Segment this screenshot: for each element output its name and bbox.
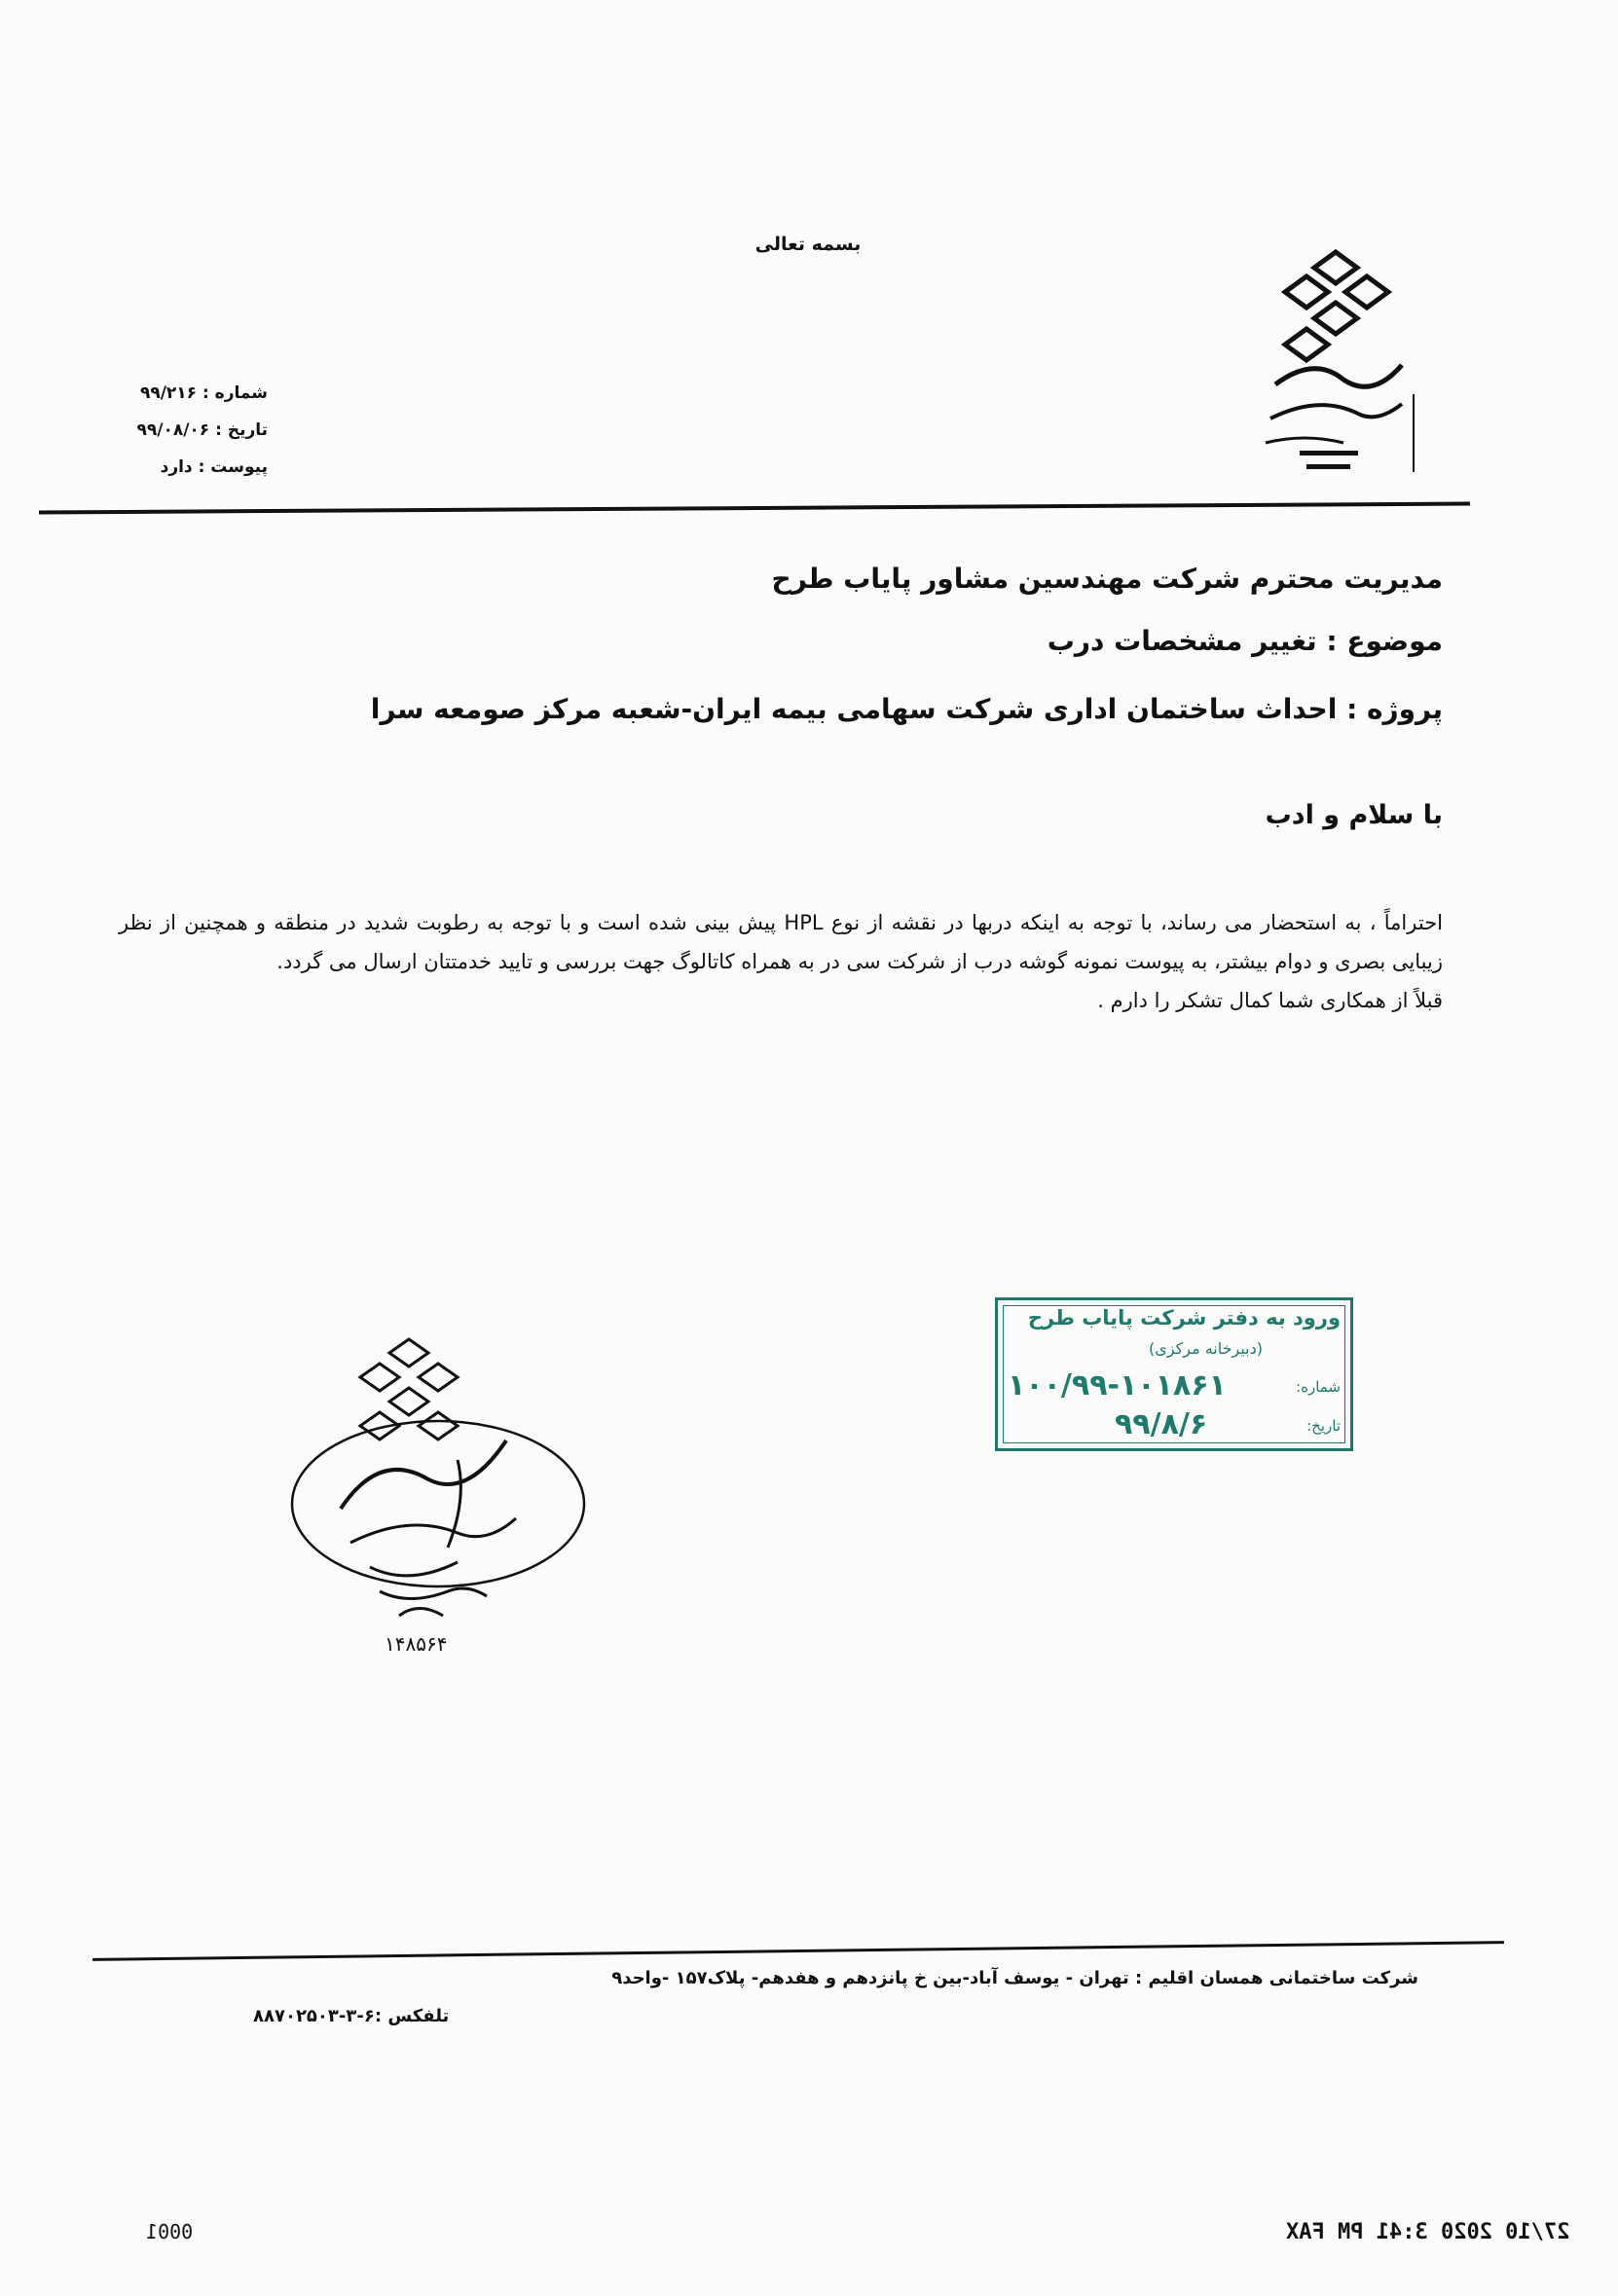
fax-header: 27/10 2020 3:41 PM FAX [1285, 2220, 1569, 2244]
project-text: احداث ساختمان اداری شرکت سهامی بیمه ایران-شعبه مرکز صومعه سرا [370, 693, 1338, 725]
letter-attachment-value: دارد [160, 457, 193, 477]
letter-attachment [112, 449, 268, 486]
fax-page-counter: 0001 [146, 2220, 194, 2243]
receipt-stamp [995, 1297, 1353, 1451]
company-logo [1256, 248, 1421, 482]
subject-line [1048, 625, 1443, 657]
body-paragraph: احتراماً ، به استحضار می رساند، با توجه به اینکه دربها در نقشه از نوع HPL پیش بینی شده است و با توجه به رطوبت شدید در منطقه و همچنین از نظر زیبایی بصری و دوام بیشتر، به پیوست نمونه گوشه درب از شرکت سی در به همراه کاتالوگ جهت بررسی و تایید خدمتتان ارسال می گردد. [119, 911, 1444, 973]
letter-date-label: تاریخ : [215, 420, 268, 440]
letter-number-label: شماره : [202, 383, 268, 403]
signature-id-number: ۱۴۸۵۶۴ [385, 1632, 448, 1656]
greeting: با سلام و ادب [1265, 800, 1443, 830]
stamp-date-value: ۹۹/۸/۶ [1115, 1407, 1208, 1441]
letter-body [119, 903, 1443, 1020]
stamp-number-label: شماره: [1296, 1378, 1341, 1396]
recipient-line: مدیریت محترم شرکت مهندسین مشاور پایاب طرح [771, 563, 1443, 595]
signature-seal [282, 1333, 613, 1674]
subject-label: موضوع : [1326, 625, 1443, 657]
letter-date-value: ۹۹/۰۸/۰۶ [136, 420, 210, 440]
letter-number [112, 375, 268, 412]
stamp-number-value: ۱۰۰/۹۹-۱۰۱۸۶۱ [1008, 1368, 1227, 1403]
project-line [371, 693, 1443, 725]
subject-text: تغییر مشخصات درب [1047, 625, 1317, 657]
stamp-date-label: تاریخ: [1306, 1417, 1341, 1435]
footer-divider [92, 1941, 1504, 1961]
letter-date [112, 412, 268, 449]
stamp-title: ورود به دفتر شرکت پایاب طرح [1027, 1306, 1341, 1330]
footer-fax: تلفکس :۶-۳-۸۸۷۰۲۵۰۳ [253, 2006, 450, 2026]
project-label: پروژه : [1346, 693, 1443, 725]
closing-line: قبلاً از همکاری شما کمال تشکر را دارم . [1097, 989, 1443, 1012]
letter-meta [112, 375, 268, 486]
footer-address: شرکت ساختمانی همسان اقلیم : تهران - یوسف آباد-بین خ پانزدهم و هفدهم- پلاک۱۵۷ -واحد۹ [611, 1968, 1418, 1988]
header-title: بسمه تعالی [754, 234, 862, 255]
letter-attachment-label: پیوست : [198, 457, 268, 477]
stamp-subtitle: (دبیرخانه مرکزی) [1149, 1339, 1263, 1358]
letter-number-value: ۹۹/۲۱۶ [139, 383, 198, 403]
header-divider [39, 502, 1470, 515]
